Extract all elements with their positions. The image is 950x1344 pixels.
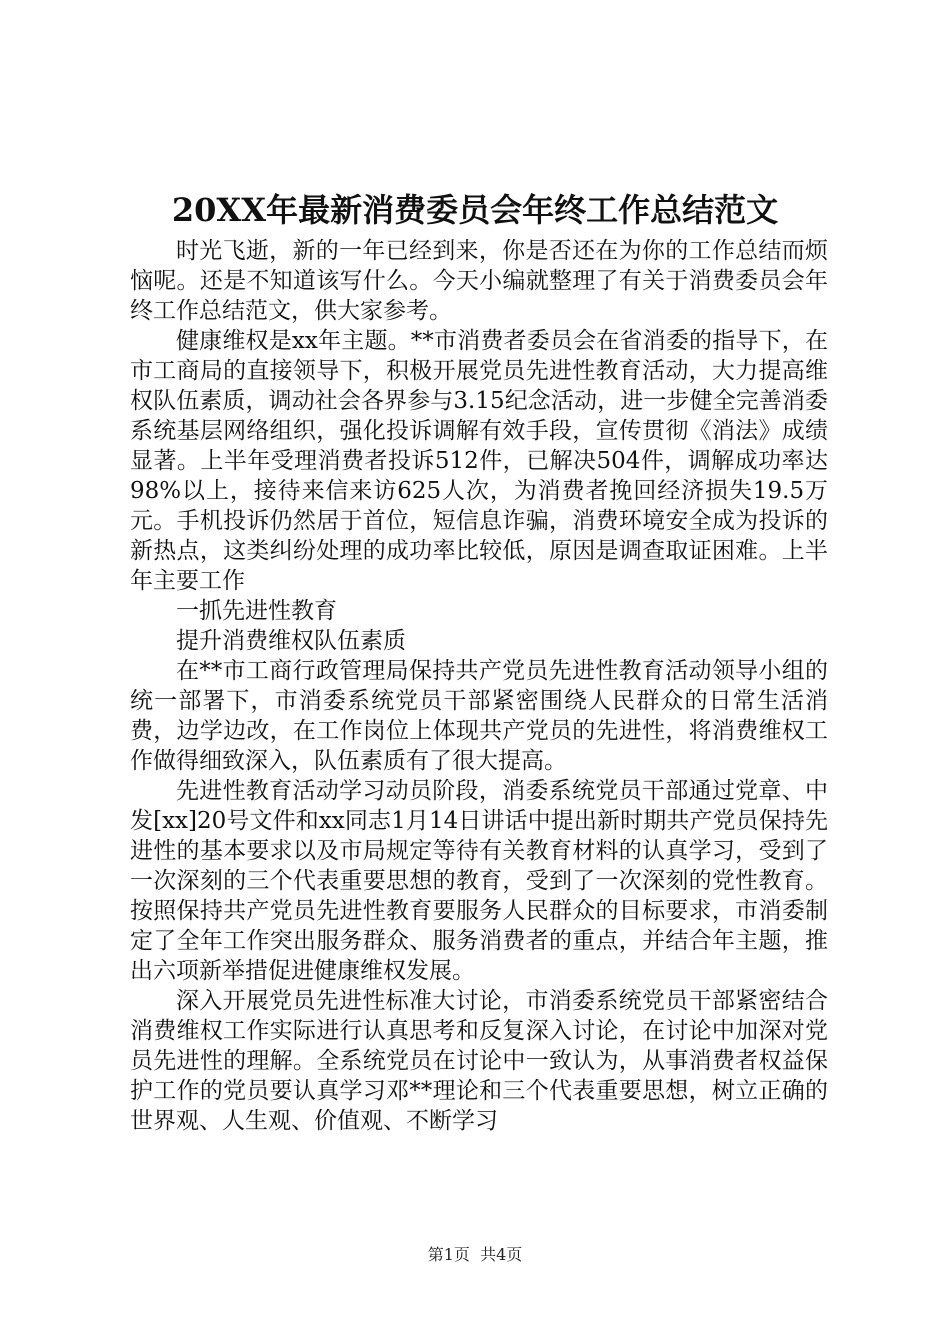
page-footer	[0, 1244, 950, 1266]
paragraph-intro: 时光飞逝，新的一年已经到来，你是否还在为你的工作总结而烦恼呢。还是不知道该写什么。今天小编就整理了有关于消费委员会年终工作总结范文，供大家参考。	[130, 238, 828, 324]
paragraph-theme: 健康维权是xx年主题。**市消费者委员会在省消委的指导下，在市工商局的直接领导下，积极开展党员先进性教育活动，大力提高维权队伍素质，调动社会各界参与3.15纪念活动，进一步健全完善消委系统基层网络组织，强化投诉调解有效手段，宣传贯彻《消法》成绩显著。上半年受理消费者投诉512件，已解决504件，调解成功率达98%以上，接待来信来访625人次，为消费者挽回经济损失19.5万元。手机投诉仍然居于首位，短信息诈骗，消费环境安全成为投诉的新热点，这类纠纷处理的成功率比较低，原因是调查取证困难。上半年主要工作	[130, 328, 828, 594]
paragraph-discussion: 深入开展党员先进性标准大讨论，市消委系统党员干部紧密结合消费维权工作实际进行认真思考和反复深入讨论，在讨论中加深对党员先进性的理解。全系统党员在讨论中一致认为，从事消费者权益保护工作的党员要认真学习邓**理论和三个代表重要思想，树立正确的世界观、人生观、价值观、不断学习	[130, 988, 828, 1134]
paragraph-deployment: 在**市工商行政管理局保持共产党员先进性教育活动领导小组的统一部署下，市消委系统党员干部紧密围绕人民群众的日常生活消费，边学边改，在工作岗位上体现共产党员的先进性，将消费维权工作做得细致深入，队伍素质有了很大提高。	[130, 658, 828, 774]
section-heading-education: 一抓先进性教育	[176, 598, 337, 624]
section-subheading-quality: 提升消费维权队伍素质	[176, 628, 406, 654]
page-number: 第1页 共4页	[427, 1245, 523, 1264]
paragraph-mobilization: 先进性教育活动学习动员阶段，消委系统党员干部通过党章、中发[xx]20号文件和xx同志1月14日讲话中提出新时期共产党员保持先进性的基本要求以及市局规定等待有关教育材料的认真学习，受到了一次深刻的三个代表重要思想的教育，受到了一次深刻的党性教育。按照保持共产党员先进性教育要服务人民群众的目标要求，市消委制定了全年工作突出服务群众、服务消费者的重点，并结合年主题，推出六项新举措促进健康维权发展。	[130, 778, 828, 984]
document-body	[130, 236, 828, 1136]
document-title: 20XX年最新消费委员会年终工作总结范文	[171, 191, 779, 229]
